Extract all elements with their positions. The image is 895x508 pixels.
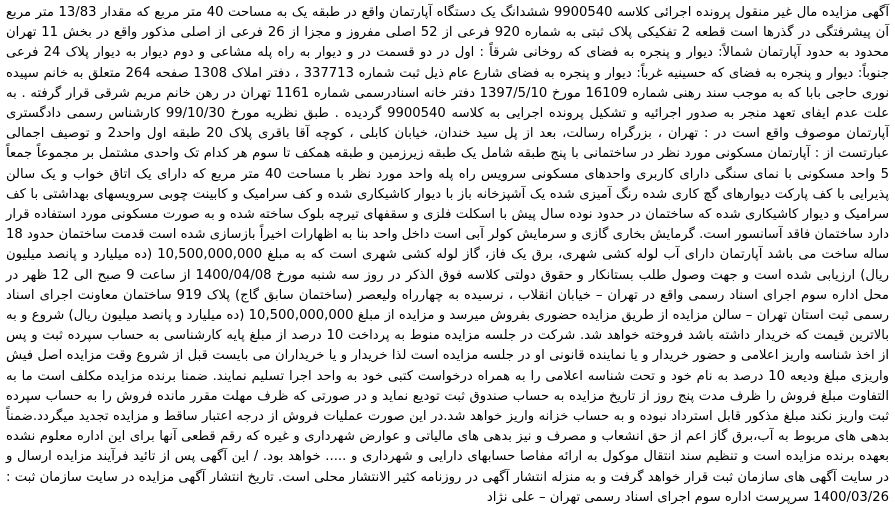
- notice-body-text: آگهی مزایده مال غیر منقول پرونده اجرائی کلاسه 9900540 ششدانگ یک دستگاه آپارتمان واقع در طبقه یک به مساحت 40 متر مربع که مقدار 13/83 متر مربع آن پیشرفتگی در گذرها است قطعه 2 تفکیکی پلاک ثبتی به شماره 920 فرعی از 52 اصلی مفروز و مجزا از 26 فرعی از اصلی مذکور واقع در بخش 11 تهران محدود به حدود آپارتمان شمالاً: دیوار و پنجره به فضای که روخانی شرقاً : اول در دو قسمت در و دیوار به راه پله مشاعی و دوم دیوار به دیوار پلاک 24 فرعی جنوباً: دیوار و پنجره به فضای که حسینیه غرباً: دیوار و پنجره به فضای شارع عام ذیل ثبت شماره 337713 ، دفتر املاک 1308 صفحه 264 متعلق به خانم سپیده نوری حاجی بابا که به موجب سند رهنی شماره 16109 مورخ 1397/5/10 دفتر خانه اسنادرسمی شماره 1161 تهران در رهن خانم مریم شرقی قرار گرفته . به علت عدم ایفای تعهد منجر به صدور اجرائیه و تشکیل پرونده اجرایی به کلاسه 9900540 گردیده . طبق نظریه مورخ 99/10/30 کارشناس رسمی دادگستری آپارتمان موصوف واقع است در : تهران ، بزرگراه رسالت، بعد از پل سید خندان، خیابان کابلی ، کوچه آقا باقری پلاک 20 طبقه اول واحد2 و توصیف اجمالی عبارتست از : آپارتمان مسکونی مورد نظر در ساختمانی با پنج طبقه شامل یک طبقه زیرزمین و طبقه همکف تا سوم هر کدام تک واحدی مشتمل بر مجموعاً جمعاً 5 واحد مسکونی با نمای سنگی دارای کاربری واحدهای مسکونی سرویس راه پله واحد مورد نظر با مساحت 40 متر مربع که دارای یک اتاق خواب و یک سالن پذیرایی با کف پارکت دیوارهای گچ کاری شده رنگ آمیزی شده یک آشپزخانه باز با دیوار کاشیکاری شده و کف سرامیک و کابینت چوبی سرویسهای بهداشتی با کف سرامیک و دیوار کاشیکاری شده که ساختمان در حدود نوده سال پیش با اسکلت فلزی و سقفهای تیرچه بلوک ساخته شده و به صورت مسکونی مورد استفاده قرار دارد ساختمان فاقد آسانسور است. گرمایش بخاری گازی و سرمایش کولر آبی است داخل واحد بنا به اظهارات اخیراً بازسازی شده است قدمت ساختمان حدود 18 ساله ساخت می باشد آپارتمان دارای آب لوله کشی شهری، برق یک فاز، گاز لوله کشی شهری است که به مبلغ 10,500,000,000 (ده میلیارد و پانصد میلیون ریال) ارزیابی شده است و جهت وصول طلب بستانکار و حقوق دولتی کلاسه فوق الذکر در روز سه شنبه مورخ 1400/04/08 از ساعت 9 صبح الی 12 ظهر در محل اداره سوم اجرای اسناد رسمی واقع در تهران – خیابان انقلاب ، نرسیده به چهارراه ولیعصر (ساختمان سابق گاج) پلاک 919 ساختمان معاونت اجرای اسناد رسمی ثبت استان تهران – سالن مزایده از طریق مزایده حضوری بفروش میرسد و مزایده از مبلغ 10,500,000,000 (ده میلیارد و پانصد میلیون ریال) شروع و به بالاترین قیمت که خریدار داشته باشد فروخته خواهد شد. شرکت در جلسه مزایده منوط به پرداخت 10 درصد از مبلغ پایه کارشناسی به حساب سپرده ثبت و پس از اخذ شناسه واریز اعلامی و حضور خریدار و یا نماینده قانونی او در جلسه مزایده است لذا خریدار و یا خریداران می بایست قبل از شروع وقت مزایده اصل فیش واریزی مبلغ ودیعه 10 درصد به نام خود و تحت شناسه اعلامی را به همراه درخواست کتبی خود به واحد اجرا تسلیم نمایند. ضمنا برنده مزایده مکلف است ما به التفاوت مبلغ فروش را ظرف مدت پنج روز از تاریخ مزایده به حساب صندوق ثبت تودیع نماید و در صورتی که ظرف مهلت مقرر مانده فروش را به حساب سپرده ثبت واریز نکند مبلغ مذکور قابل استرداد نبوده و به حساب خزانه واریز خواهد شد.در این صورت عملیات فروش از درجه اعتبار ساقط و مزایده تجدید میگردد.ضمناً بدهی های مربوط به آب،برق گاز اعم از حق انشعاب و مصرف و نیز بدهی های مالیاتی و عوارض شهرداری و غیره که رقم قطعی آنها برای این اداره معلوم نشده بعهده برنده مزایده است و تنظیم سند انتقال موکول به ارائه مفاصا حسابهای دارایی و شهرداری و ..... خواهد بود. / این آگهی پس از تائید فرآیند مزایده ارسال و در سایت آگهی های سازمان ثبت قرار خواهد گرفت و به منزله انتشار آگهی در روزنامه کثیر الانتشار محلی است. تاریخ انتشار آگهی مزایده در سایت سازمان ثبت : 1400/03/26 سرپرست اداره سوم اجرای اسناد رسمی تهران – علی نژاد: [6, 5, 890, 505]
